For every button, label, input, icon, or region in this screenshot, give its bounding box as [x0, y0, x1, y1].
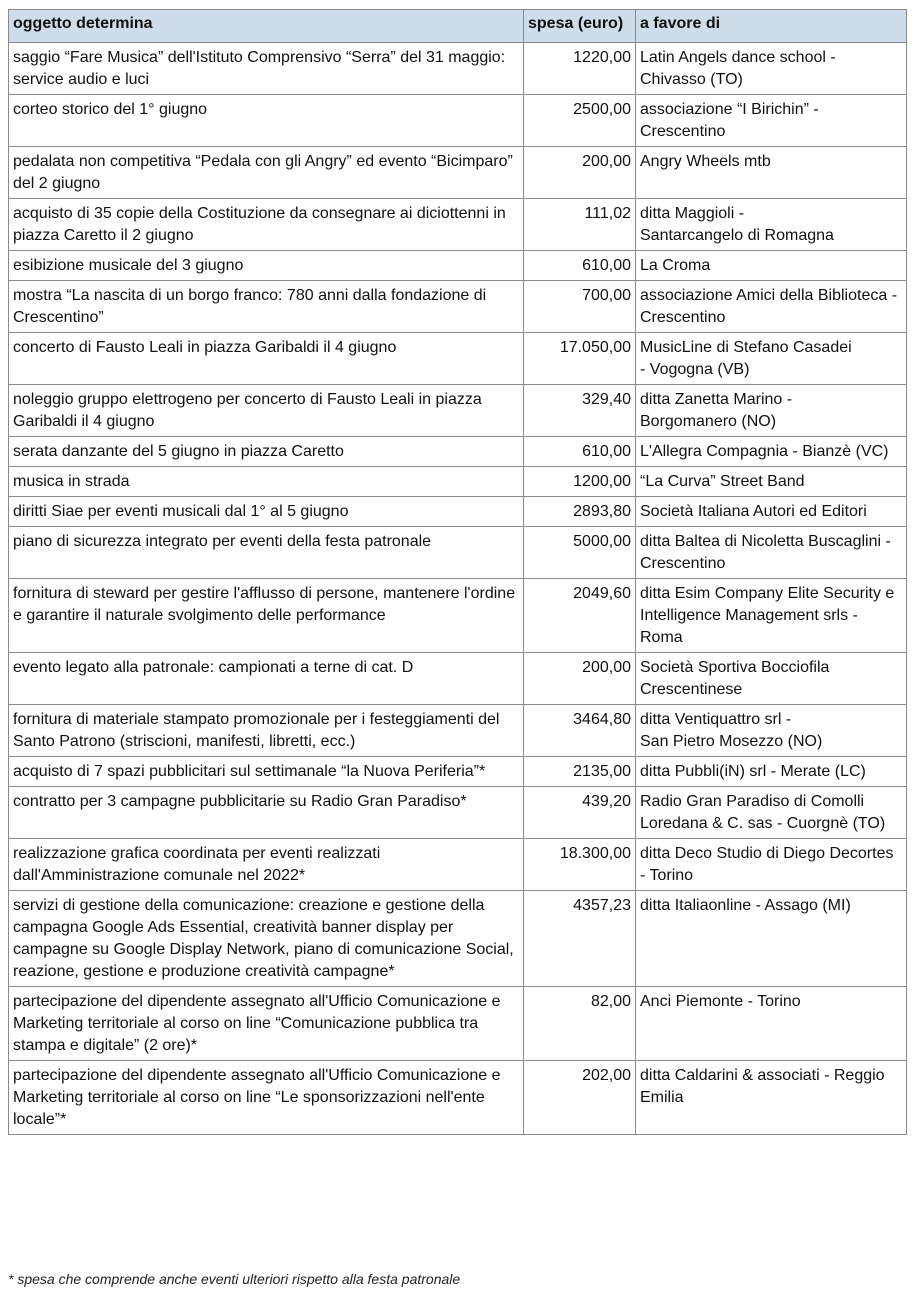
- table-row: [9, 95, 907, 147]
- cell-spesa: 202,00: [524, 1061, 636, 1135]
- cell-oggetto: piano di sicurezza integrato per eventi della festa patronale: [9, 527, 524, 579]
- cell-oggetto: pedalata non competitiva “Pedala con gli Angry” ed evento “Bicimparo” del 2 giugno: [9, 147, 524, 199]
- cell-oggetto: musica in strada: [9, 467, 524, 497]
- cell-spesa: 2049,60: [524, 579, 636, 653]
- cell-spesa: 2500,00: [524, 95, 636, 147]
- cell-oggetto: partecipazione del dipendente assegnato all'Ufficio Comunicazione e Marketing territoriale al corso on line “Comunicazione pubblica tra stampa e digitale” (2 ore)*: [9, 987, 524, 1061]
- table-row: [9, 199, 907, 251]
- table-row: [9, 579, 907, 653]
- table-row: [9, 497, 907, 527]
- cell-spesa: 18.300,00: [524, 839, 636, 891]
- cell-favore: Anci Piemonte - Torino: [636, 987, 907, 1061]
- cell-favore: Società Italiana Autori ed Editori: [636, 497, 907, 527]
- cell-oggetto: esibizione musicale del 3 giugno: [9, 251, 524, 281]
- cell-favore: Società Sportiva Bocciofila Crescentinese: [636, 653, 907, 705]
- cell-favore: ditta Caldarini & associati - Reggio Emilia: [636, 1061, 907, 1135]
- table-row: [9, 757, 907, 787]
- table-row: [9, 467, 907, 497]
- cell-favore: La Croma: [636, 251, 907, 281]
- cell-spesa: 1220,00: [524, 43, 636, 95]
- cell-favore: L'Allegra Compagnia - Bianzè (VC): [636, 437, 907, 467]
- table-row: [9, 333, 907, 385]
- cell-spesa: 610,00: [524, 251, 636, 281]
- cell-spesa: 82,00: [524, 987, 636, 1061]
- cell-oggetto: evento legato alla patronale: campionati a terne di cat. D: [9, 653, 524, 705]
- cell-oggetto: serata danzante del 5 giugno in piazza Caretto: [9, 437, 524, 467]
- table-row: [9, 705, 907, 757]
- cell-favore: ditta Maggioli - Santarcangelo di Romagna: [636, 199, 907, 251]
- table-row: [9, 1061, 907, 1135]
- cell-favore: Latin Angels dance school - Chivasso (TO): [636, 43, 907, 95]
- header-oggetto: oggetto determina: [9, 10, 524, 43]
- expenses-table: [8, 9, 907, 1135]
- cell-oggetto: acquisto di 35 copie della Costituzione da consegnare ai diciottenni in piazza Caretto il 2 giugno: [9, 199, 524, 251]
- table-row: [9, 385, 907, 437]
- cell-favore: ditta Pubbli(iN) srl - Merate (LC): [636, 757, 907, 787]
- cell-favore: ditta Baltea di Nicoletta Buscaglini - Crescentino: [636, 527, 907, 579]
- cell-favore: ditta Ventiquattro srl - San Pietro Mosezzo (NO): [636, 705, 907, 757]
- cell-favore: associazione Amici della Biblioteca - Crescentino: [636, 281, 907, 333]
- cell-spesa: 1200,00: [524, 467, 636, 497]
- cell-favore: MusicLine di Stefano Casadei - Vogogna (VB): [636, 333, 907, 385]
- cell-spesa: 17.050,00: [524, 333, 636, 385]
- cell-spesa: 610,00: [524, 437, 636, 467]
- table-row: [9, 527, 907, 579]
- cell-spesa: 200,00: [524, 653, 636, 705]
- table-row: [9, 891, 907, 987]
- table-row: [9, 787, 907, 839]
- cell-oggetto: diritti Siae per eventi musicali dal 1° al 5 giugno: [9, 497, 524, 527]
- header-favore: a favore di: [636, 10, 907, 43]
- cell-favore: ditta Italiaonline - Assago (MI): [636, 891, 907, 987]
- cell-favore: Angry Wheels mtb: [636, 147, 907, 199]
- table-row: [9, 437, 907, 467]
- table-row: [9, 987, 907, 1061]
- cell-favore: ditta Deco Studio di Diego Decortes - Torino: [636, 839, 907, 891]
- cell-oggetto: concerto di Fausto Leali in piazza Garibaldi il 4 giugno: [9, 333, 524, 385]
- cell-favore: associazione “I Birichin” - Crescentino: [636, 95, 907, 147]
- cell-spesa: 5000,00: [524, 527, 636, 579]
- cell-oggetto: contratto per 3 campagne pubblicitarie su Radio Gran Paradiso*: [9, 787, 524, 839]
- cell-oggetto: acquisto di 7 spazi pubblicitari sul settimanale “la Nuova Periferia”*: [9, 757, 524, 787]
- table-row: [9, 251, 907, 281]
- header-spesa: spesa (euro): [524, 10, 636, 43]
- cell-spesa: 2135,00: [524, 757, 636, 787]
- cell-oggetto: noleggio gruppo elettrogeno per concerto di Fausto Leali in piazza Garibaldi il 4 giugno: [9, 385, 524, 437]
- cell-oggetto: partecipazione del dipendente assegnato all'Ufficio Comunicazione e Marketing territoriale al corso on line “Le sponsorizzazioni nell'ente locale”*: [9, 1061, 524, 1135]
- cell-oggetto: servizi di gestione della comunicazione: creazione e gestione della campagna Google Ads Essential, creatività banner display per campagne su Google Display Network, piano di comunicazione Social, reazione, gestione e produzione creatività campagne*: [9, 891, 524, 987]
- cell-oggetto: mostra “La nascita di un borgo franco: 780 anni dalla fondazione di Crescentino”: [9, 281, 524, 333]
- cell-spesa: 700,00: [524, 281, 636, 333]
- cell-spesa: 3464,80: [524, 705, 636, 757]
- footnote: * spesa che comprende anche eventi ulteriori rispetto alla festa patronale: [8, 1271, 461, 1287]
- cell-spesa: 329,40: [524, 385, 636, 437]
- cell-oggetto: realizzazione grafica coordinata per eventi realizzati dall'Amministrazione comunale nel 2022*: [9, 839, 524, 891]
- table-row: [9, 43, 907, 95]
- cell-favore: ditta Zanetta Marino - Borgomanero (NO): [636, 385, 907, 437]
- table-row: [9, 147, 907, 199]
- cell-spesa: 439,20: [524, 787, 636, 839]
- cell-spesa: 4357,23: [524, 891, 636, 987]
- cell-favore: Radio Gran Paradiso di Comolli Loredana & C. sas - Cuorgnè (TO): [636, 787, 907, 839]
- cell-oggetto: fornitura di materiale stampato promozionale per i festeggiamenti del Santo Patrono (striscioni, manifesti, libretti, ecc.): [9, 705, 524, 757]
- cell-oggetto: saggio “Fare Musica” dell'Istituto Comprensivo “Serra” del 31 maggio: service audio e luci: [9, 43, 524, 95]
- cell-oggetto: fornitura di steward per gestire l'afflusso di persone, mantenere l'ordine e garantire il naturale svolgimento delle performance: [9, 579, 524, 653]
- cell-oggetto: corteo storico del 1° giugno: [9, 95, 524, 147]
- header-row: [9, 10, 907, 43]
- table-row: [9, 653, 907, 705]
- table-row: [9, 281, 907, 333]
- cell-spesa: 111,02: [524, 199, 636, 251]
- cell-favore: “La Curva” Street Band: [636, 467, 907, 497]
- cell-favore: ditta Esim Company Elite Security e Intelligence Management srls - Roma: [636, 579, 907, 653]
- table-row: [9, 839, 907, 891]
- cell-spesa: 200,00: [524, 147, 636, 199]
- cell-spesa: 2893,80: [524, 497, 636, 527]
